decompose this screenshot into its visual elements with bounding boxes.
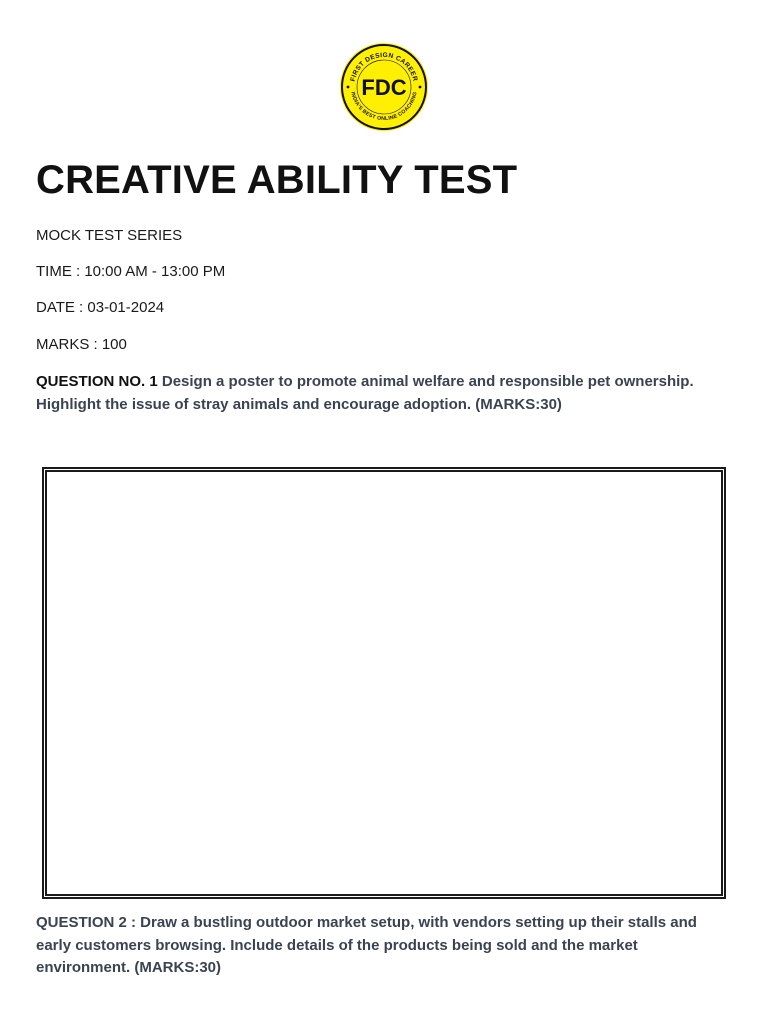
- question-1-text: Design a poster to promote animal welfare and responsible pet ownership. Highlight the issue of stray animals and encourage adoption. (MARKS:30): [36, 373, 694, 413]
- question-1-label: QUESTION NO. 1: [36, 373, 158, 390]
- test-date: DATE : 03-01-2024: [36, 299, 165, 316]
- logo-bottom-text: INDIA'S BEST ONLINE COACHING: [349, 91, 419, 123]
- fdc-logo-icon: [337, 42, 431, 132]
- question-2: [36, 912, 736, 980]
- test-time: TIME : 10:00 AM - 13:00 PM: [36, 263, 226, 280]
- fdc-logo: [337, 42, 431, 132]
- question-2-label: QUESTION 2 :: [36, 914, 137, 931]
- question-2-text: Draw a bustling outdoor market setup, with vendors setting up their stalls and early customers browsing. Include details of the products being sold and the market environment. (MARKS:30): [36, 914, 697, 976]
- test-series-label: MOCK TEST SERIES: [36, 227, 183, 244]
- logo-top-text: FIRST DESIGN CAREER: [349, 51, 419, 83]
- answer-box[interactable]: [42, 467, 726, 899]
- page-title: CREATIVE ABILITY TEST: [36, 158, 518, 202]
- logo-monogram: FDC: [361, 75, 407, 100]
- question-1: [36, 371, 736, 416]
- test-marks: MARKS : 100: [36, 336, 127, 353]
